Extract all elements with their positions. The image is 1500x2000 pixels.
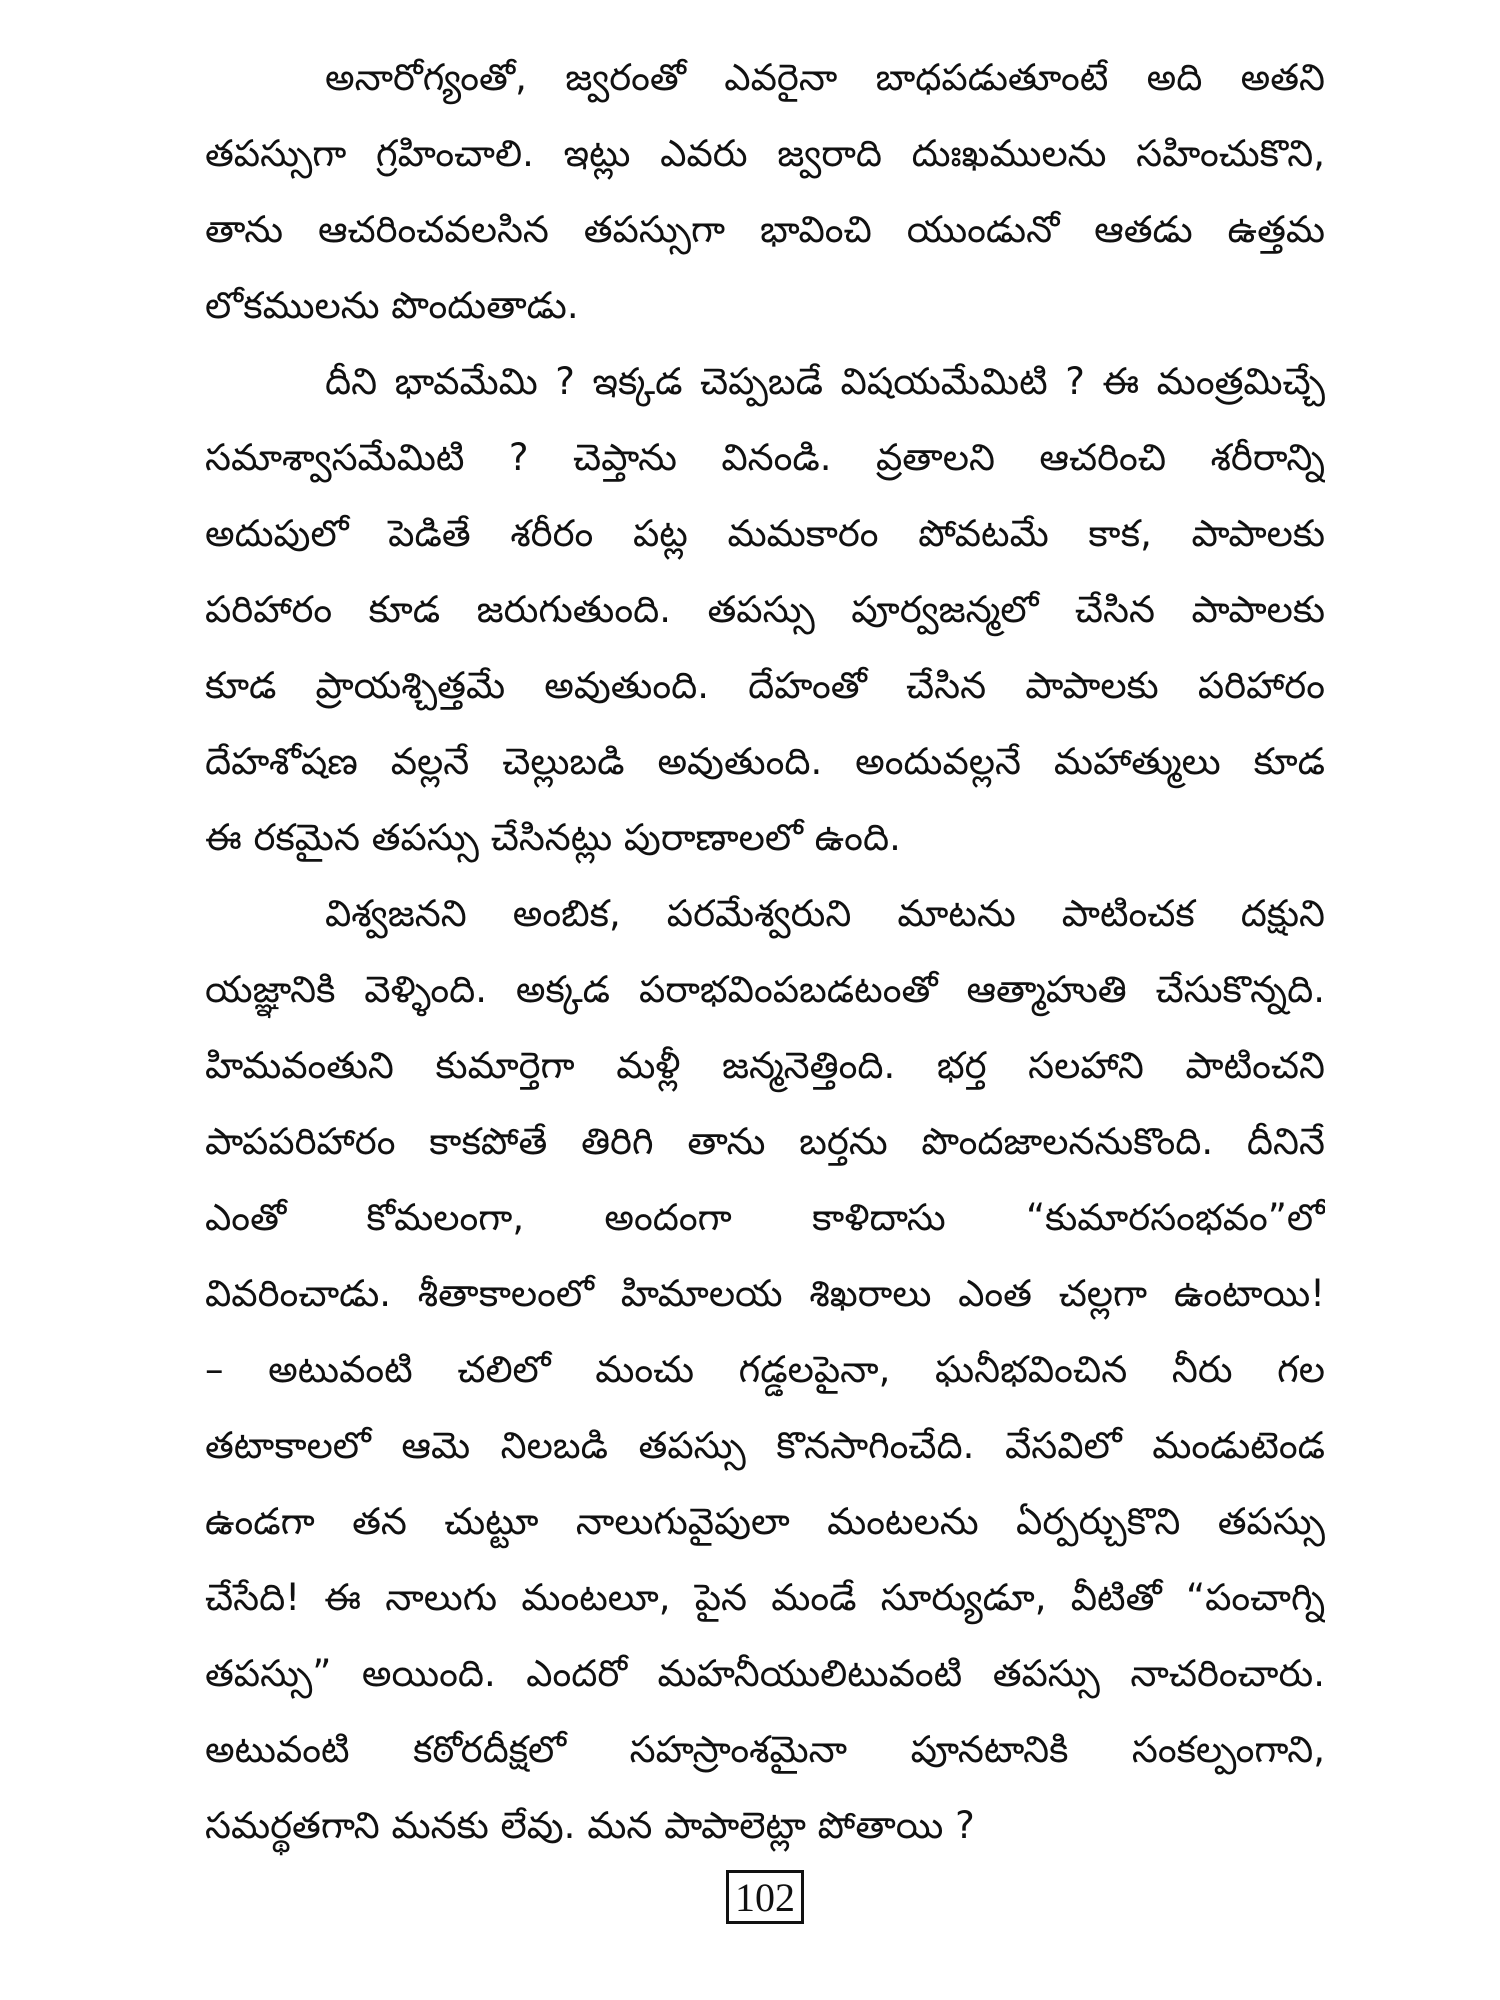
- text-line: దీని భావమేమి ? ఇక్కడ చెప్పబడే విషయమేమిటి ? ఈ మంత్రమిచ్చే: [325, 360, 1325, 403]
- text-line: కూడ ప్రాయశ్చిత్తమే అవుతుంది. దేహంతో చేసిన పాపాలకు పరిహారం: [205, 664, 1325, 707]
- text-line: పాపపరిహారం కాకపోతే తిరిగి తాను బర్తను పొందజాలననుకొంది. దీనినే: [205, 1120, 1325, 1163]
- paragraph-1: [205, 40, 1325, 344]
- text-line: తపస్సుగా గ్రహించాలి. ఇట్లు ఎవరు జ్వరాది దుఃఖములను సహించుకొని,: [205, 132, 1325, 175]
- page-footer: [205, 1870, 1325, 1924]
- paragraph-3: [205, 876, 1325, 1864]
- text-line: ఈ రకమైన తపస్సు చేసినట్లు పురాణాలలో ఉంది.: [205, 816, 901, 859]
- text-line: వివరించాడు. శీతాకాలంలో హిమాలయ శిఖరాలు ఎంత చల్లగా ఉంటాయి!: [205, 1272, 1325, 1315]
- page-number: 102: [726, 1870, 804, 1924]
- text-line: విశ్వజనని అంబిక, పరమేశ్వరుని మాటను పాటించక దక్షుని: [325, 892, 1325, 935]
- paragraph-2: [205, 344, 1325, 876]
- text-line: హిమవంతుని కుమార్తెగా మళ్లీ జన్మనెత్తింది. భర్త సలహాని పాటించని: [205, 1044, 1325, 1087]
- text-line: యజ్ఞానికి వెళ్ళింది. అక్కడ పరాభవింపబడటంతో ఆత్మాహుతి చేసుకొన్నది.: [205, 968, 1325, 1011]
- text-line: పరిహారం కూడ జరుగుతుంది. తపస్సు పూర్వజన్మలో చేసిన పాపాలకు: [205, 588, 1325, 631]
- text-line: అటువంటి కఠోరదీక్షలో సహస్రాంశమైనా పూనటానికి సంకల్పంగాని,: [205, 1728, 1325, 1771]
- text-line: తాను ఆచరించవలసిన తపస్సుగా భావించి యుండునో ఆతడు ఉత్తమ: [205, 208, 1325, 251]
- text-line: లోకములను పొందుతాడు.: [205, 284, 579, 327]
- text-line: ఎంతో కోమలంగా, అందంగా కాళిదాసు “కుమారసంభవం”లో: [205, 1196, 1325, 1239]
- text-line: సమాశ్వాసమేమిటి ? చెప్తాను వినండి. వ్రతాలని ఆచరించి శరీరాన్ని: [205, 436, 1325, 479]
- text-line: తపస్సు” అయింది. ఎందరో మహనీయులిటువంటి తపస్సు నాచరించారు.: [205, 1652, 1325, 1695]
- text-line: దేహశోషణ వల్లనే చెల్లుబడి అవుతుంది. అందువల్లనే మహాత్ములు కూడ: [205, 740, 1325, 783]
- text-line: అదుపులో పెడితే శరీరం పట్ల మమకారం పోవటమే కాక, పాపాలకు: [205, 512, 1325, 555]
- text-line: సమర్థతగాని మనకు లేవు. మన పాపాలెట్లా పోతాయి ?: [205, 1804, 975, 1847]
- text-line: – అటువంటి చలిలో మంచు గడ్డలపైనా, ఘనీభవించిన నీరు గల: [205, 1348, 1325, 1391]
- text-line: అనారోగ్యంతో, జ్వరంతో ఎవరైనా బాధపడుతూంటే అది అతని: [325, 56, 1325, 99]
- text-line: తటాకాలలో ఆమె నిలబడి తపస్సు కొనసాగించేది. వేసవిలో మండుటెండ: [205, 1424, 1325, 1467]
- text-line: ఉండగా తన చుట్టూ నాలుగువైపులా మంటలను ఏర్పర్చుకొని తపస్సు: [205, 1500, 1325, 1543]
- text-line: చేసేది! ఈ నాలుగు మంటలూ, పైన మండే సూర్యుడూ, వీటితో “పంచాగ్ని: [205, 1576, 1325, 1619]
- document-page: [205, 40, 1325, 1960]
